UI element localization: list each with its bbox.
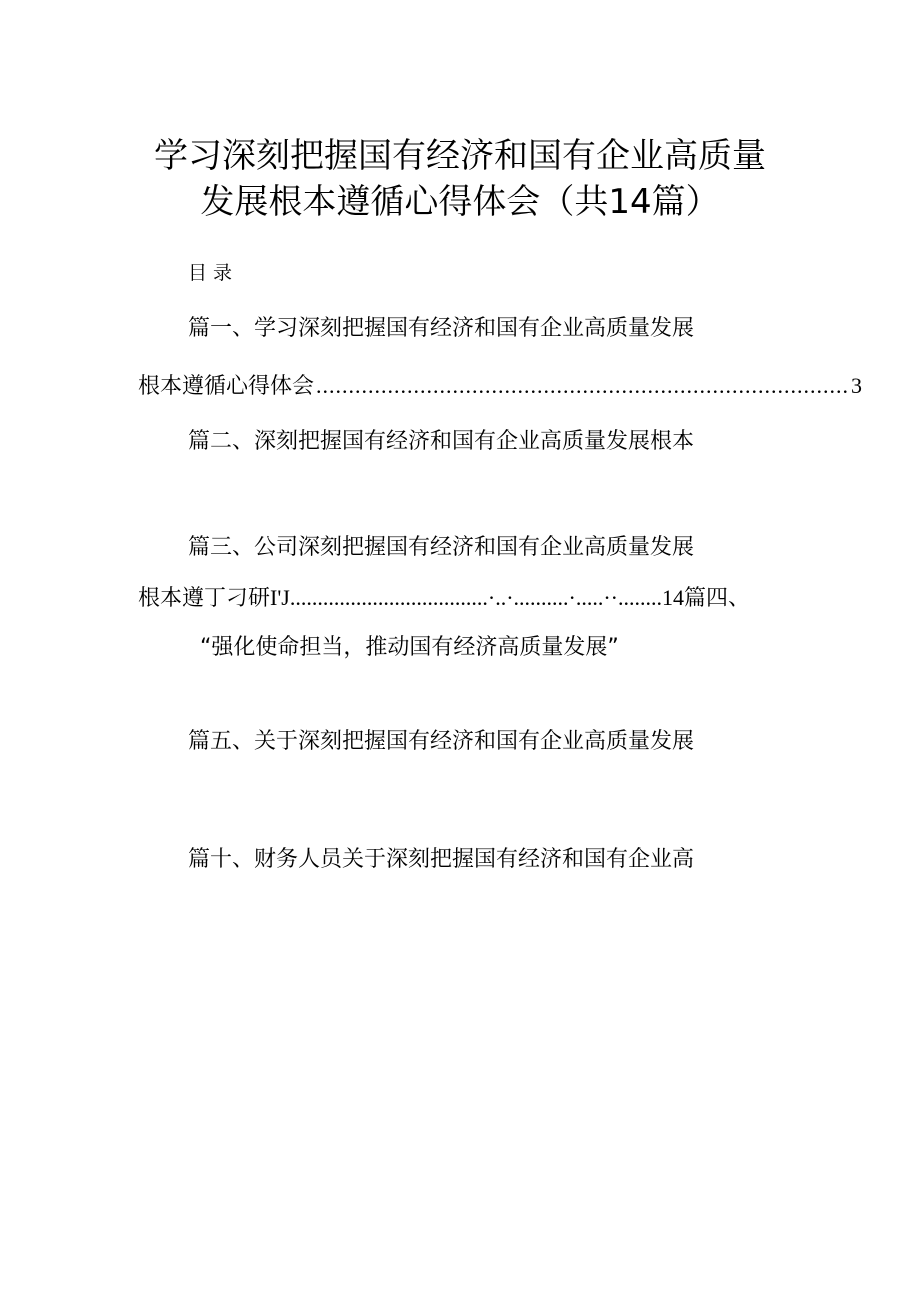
toc-entry-1-leader: .................................................................................. (316, 373, 850, 398)
toc-entry-3-line-2 (138, 583, 750, 614)
document-title-line-1: 学习深刻把握国有经济和国有企业高质量 (154, 136, 766, 176)
toc-entry-10-line-1: 篇十、财务人员关于深刻把握国有经济和国有企业高 (188, 847, 695, 872)
toc-entry-1-line-2 (138, 371, 863, 402)
toc-entry-1-line-1: 篇一、学习深刻把握国有经济和国有企业高质量发展 (188, 316, 695, 341)
toc-entry-5-line-1: 篇五、关于深刻把握国有经济和国有企业高质量发展 (188, 729, 695, 754)
toc-heading: 目录 (188, 262, 239, 284)
toc-entry-4-line-1: “强化使命担当，推动国有经济高质量发展” (200, 635, 619, 660)
toc-entry-1-page: 3 (851, 373, 863, 398)
toc-entry-2-line-1: 篇二、深刻把握国有经济和国有企业高质量发展根本 (188, 429, 695, 454)
toc-entry-3-line-1: 篇三、公司深刻把握国有经济和国有企业高质量发展 (188, 535, 695, 560)
toc-entry-1-text: 根本遵循心得体会 (138, 374, 315, 399)
toc-entry-3-text: 根本遵丁刁研 (138, 586, 271, 611)
toc-entry-4-label: 篇四、 (684, 586, 751, 611)
toc-entry-3-leader: I'J....................................·..·..........·.....··........14 (270, 585, 684, 610)
document-title-line-2: 发展根本遵循心得体会（共14篇） (200, 182, 720, 222)
